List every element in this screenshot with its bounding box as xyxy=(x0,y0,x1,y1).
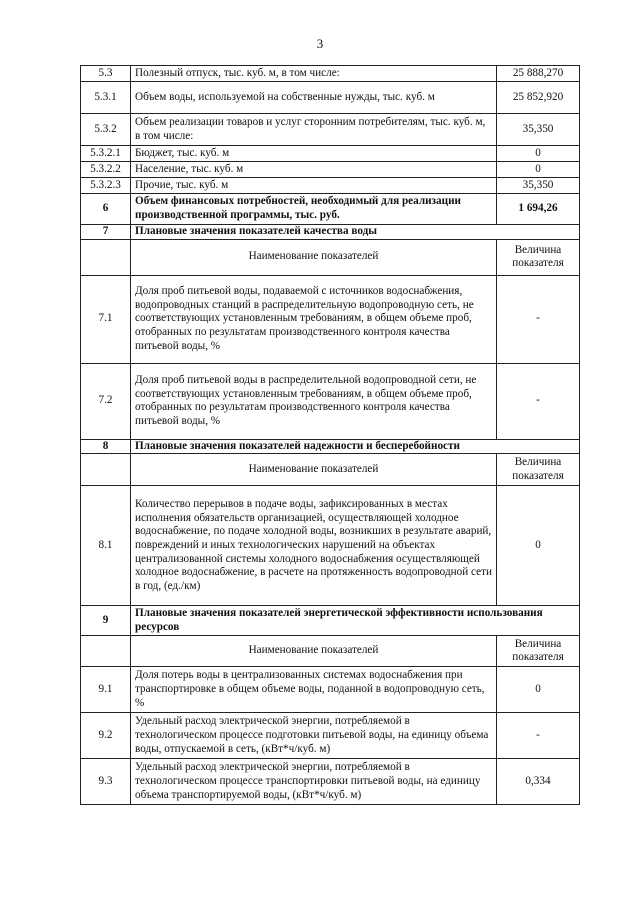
row-number: 5.3.1 xyxy=(81,82,131,114)
table-row xyxy=(81,66,580,82)
row-text: Прочие, тыс. куб. м xyxy=(131,178,497,194)
row-value: 0 xyxy=(497,146,580,162)
table-row xyxy=(81,759,580,805)
table-row xyxy=(81,82,580,114)
row-value: 1 694,26 xyxy=(497,194,580,225)
row-value: - xyxy=(497,713,580,759)
section-number: 7 xyxy=(81,225,131,240)
table-row xyxy=(81,162,580,178)
column-header-value: Величина показателя xyxy=(497,454,580,486)
row-value: 35,350 xyxy=(497,178,580,194)
row-number: 8.1 xyxy=(81,486,131,606)
column-header-row xyxy=(81,454,580,486)
table-row xyxy=(81,486,580,606)
column-header-value: Величина показателя xyxy=(497,239,580,275)
row-number: 9.2 xyxy=(81,713,131,759)
table-row xyxy=(81,114,580,146)
row-value: 0 xyxy=(497,162,580,178)
section-number: 9 xyxy=(81,606,131,636)
table-row xyxy=(81,178,580,194)
row-text: Доля проб питьевой воды в распределительной водопроводной сети, не соответствующих установленным требованиям, в общем объеме проб, отобранных по результатам производственного контроля качества питьевой воды, % xyxy=(131,363,497,439)
row-text: Доля проб питьевой воды, подаваемой с источников водоснабжения, водопроводных станций в распределительную водопроводную сеть, не соответствующих установленным требованиям, в общем объеме проб, отобранных по результатам производственного контроля качества питьевой воды, % xyxy=(131,275,497,363)
section-number: 8 xyxy=(81,439,131,454)
row-value: 35,350 xyxy=(497,114,580,146)
column-header-row xyxy=(81,239,580,275)
row-value: 25 888,270 xyxy=(497,66,580,82)
row-text: Бюджет, тыс. куб. м xyxy=(131,146,497,162)
row-value: 0 xyxy=(497,667,580,713)
row-text: Объем реализации товаров и услуг сторонним потребителям, тыс. куб. м, в том числе: xyxy=(131,114,497,146)
row-number: 5.3.2.1 xyxy=(81,146,131,162)
section-title-row xyxy=(81,225,580,240)
column-header-value: Величина показателя xyxy=(497,636,580,667)
row-text: Удельный расход электрической энергии, потребляемой в технологическом процессе подготовки питьевой воды, на единицу объема воды, отпускаемой в сеть, (кВт*ч/куб. м) xyxy=(131,713,497,759)
table-row xyxy=(81,194,580,225)
row-value: 0,334 xyxy=(497,759,580,805)
column-header-name: Наименование показателей xyxy=(131,454,497,486)
production-program-table xyxy=(80,65,580,805)
row-number: 5.3 xyxy=(81,66,131,82)
empty-cell xyxy=(81,239,131,275)
empty-cell xyxy=(81,636,131,667)
row-number: 9.1 xyxy=(81,667,131,713)
row-number: 5.3.2.2 xyxy=(81,162,131,178)
row-number: 7.2 xyxy=(81,363,131,439)
row-text: Население, тыс. куб. м xyxy=(131,162,497,178)
row-value: - xyxy=(497,275,580,363)
row-text: Количество перерывов в подаче воды, зафиксированных в местах исполнения обязательств организацией, осуществляющей холодное водоснабжение, по подаче холодной воды, возникших в результате аварий, повреждений и иных технологических нарушений на объектах централизованной системы холодного водоснабжения осуществляющей холодное водоснабжение, в расчете на протяженность водопроводной сети в год, (ед./км) xyxy=(131,486,497,606)
table-row xyxy=(81,667,580,713)
row-value: 0 xyxy=(497,486,580,606)
table-row xyxy=(81,275,580,363)
section-title-row xyxy=(81,606,580,636)
column-header-row xyxy=(81,636,580,667)
section-title-row xyxy=(81,439,580,454)
page-number: 3 xyxy=(316,36,324,51)
table-row xyxy=(81,146,580,162)
row-number: 9.3 xyxy=(81,759,131,805)
row-value: - xyxy=(497,363,580,439)
column-header-name: Наименование показателей xyxy=(131,239,497,275)
row-text: Объем финансовых потребностей, необходимый для реализации производственной программы, тыс. руб. xyxy=(131,194,497,225)
row-number: 6 xyxy=(81,194,131,225)
empty-cell xyxy=(81,454,131,486)
row-text: Удельный расход электрической энергии, потребляемой в технологическом процессе транспортировки питьевой воды, на единицу объема транспортируемой воды, (кВт*ч/куб. м) xyxy=(131,759,497,805)
column-header-name: Наименование показателей xyxy=(131,636,497,667)
section-title: Плановые значения показателей качества воды xyxy=(131,225,580,240)
section-title: Плановые значения показателей энергетической эффективности использования ресурсов xyxy=(131,606,580,636)
row-text: Полезный отпуск, тыс. куб. м, в том числе: xyxy=(131,66,497,82)
row-text: Объем воды, используемой на собственные нужды, тыс. куб. м xyxy=(131,82,497,114)
row-number: 5.3.2 xyxy=(81,114,131,146)
section-title: Плановые значения показателей надежности и бесперебойности xyxy=(131,439,580,454)
row-number: 5.3.2.3 xyxy=(81,178,131,194)
table-row xyxy=(81,363,580,439)
table-row xyxy=(81,713,580,759)
row-number: 7.1 xyxy=(81,275,131,363)
row-value: 25 852,920 xyxy=(497,82,580,114)
row-text: Доля потерь воды в централизованных системах водоснабжения при транспортировке в общем объеме воды, поданной в водопроводную сеть, % xyxy=(131,667,497,713)
